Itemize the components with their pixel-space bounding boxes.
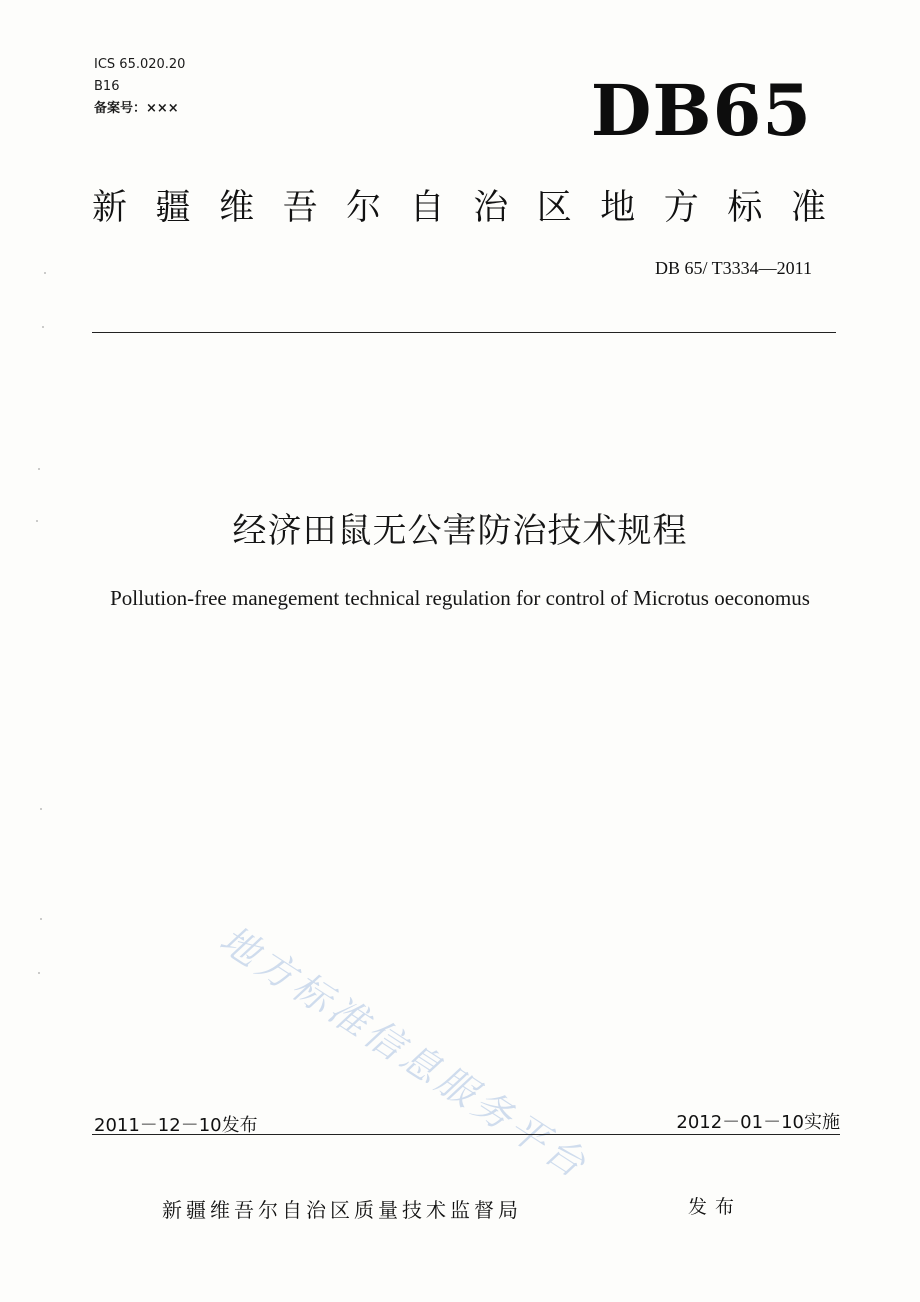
effective-date: 2012－01－10实施 [676,1112,840,1133]
scan-speck [44,272,46,274]
scan-speck [40,918,42,920]
classification-block [94,54,185,120]
filing-number: 备案号：××× [94,101,179,116]
standard-type-char: 区 [536,188,572,228]
document-title-english: Pollution-free manegement technical regulation for control of Microtus oeconomus [110,586,810,610]
standard-number: DB 65/ T3334—2011 [654,258,812,278]
release-date: 2011－12－10发布 [94,1115,258,1136]
standard-type-char: 维 [219,188,255,228]
standard-type-char: 标 [727,188,763,228]
standard-type-char: 治 [473,188,509,228]
category-code: B16 [94,79,120,94]
standard-type-char: 地 [600,188,636,228]
scan-speck [38,468,40,470]
standard-type-char: 方 [663,188,699,228]
standard-type-char: 吾 [282,188,318,228]
ics-code: ICS 65.020.20 [94,57,186,72]
db65-logo: DB65 [590,69,812,152]
scan-speck [40,808,42,810]
issue-label: 发布 [688,1196,743,1218]
standard-type-char: 准 [790,188,826,228]
scan-speck [38,972,40,974]
footer-divider [92,1134,840,1135]
document-title-chinese: 经济田鼠无公害防治技术规程 [232,511,688,551]
watermark: 地方标准信息服务平台 [212,916,597,1189]
issuing-authority: 新疆维吾尔自治区质量技术监督局 [162,1198,522,1222]
standard-type-char: 自 [409,188,445,228]
scan-speck [36,520,38,522]
header-divider [92,332,836,333]
scan-speck [42,326,44,328]
standard-type-char: 尔 [346,188,382,228]
standard-type-char: 疆 [155,188,191,228]
standard-type-title [92,186,826,230]
standard-type-char: 新 [92,188,128,228]
